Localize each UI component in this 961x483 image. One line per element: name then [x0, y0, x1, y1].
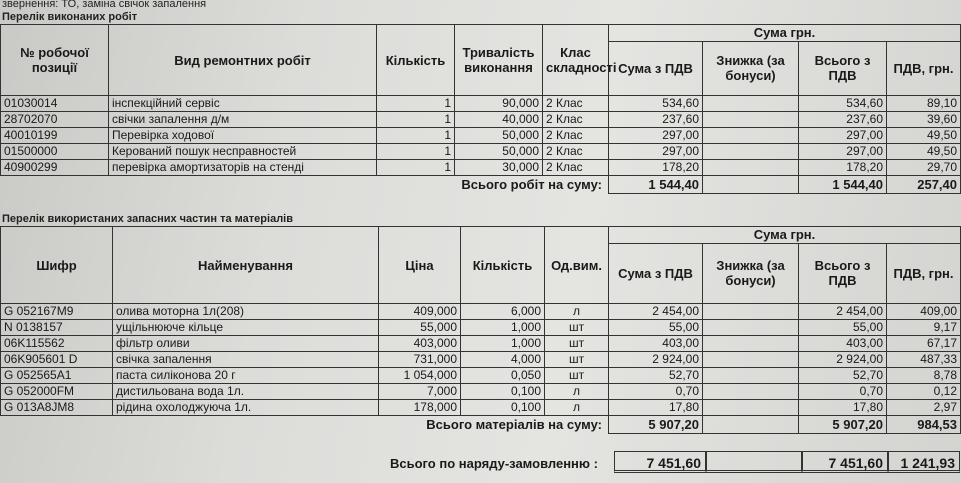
parts-cell-vat: 9,17 [887, 320, 961, 336]
works-cell-qty: 1 [377, 128, 455, 144]
works-cell-discount [703, 96, 799, 112]
col-work-duration: Тривалість виконання [455, 25, 543, 96]
col-part-unit: Од.вим. [545, 227, 609, 304]
col-part-code: Шифр [1, 227, 113, 304]
parts-row [1, 368, 961, 384]
parts-cell-unit: шт [545, 368, 609, 384]
parts-cell-qty: 0,050 [461, 368, 545, 384]
parts-cell-price: 7,000 [379, 384, 461, 400]
works-cell-code: 01030014 [1, 96, 109, 112]
works-cell-code: 40010199 [1, 128, 109, 144]
works-total-label: Всього робіт на суму: [461, 177, 602, 193]
works-cell-total-vat: 237,60 [799, 112, 887, 128]
grand-total [0, 448, 960, 478]
works-cell-vat: 49,50 [887, 128, 961, 144]
parts-cell-sum-vat: 0,70 [609, 384, 703, 400]
works-cell-name: перевірка амортизаторів на стенді [109, 160, 377, 176]
works-cell-sum-vat: 237,60 [609, 112, 703, 128]
col-work-code: № робочої позиції [1, 25, 109, 96]
parts-cell-code: G 052565A1 [1, 368, 113, 384]
col-part-price: Ціна [379, 227, 461, 304]
works-cell-vat: 39,60 [887, 112, 961, 128]
works-cell-qty: 1 [377, 144, 455, 160]
grand-total-total-vat: 7 451,60 [802, 451, 888, 473]
parts-cell-code: N 0138157 [1, 320, 113, 336]
parts-cell-code: 06K115562 [1, 336, 113, 352]
col-work-qty: Кількість [377, 25, 455, 96]
grand-total-label: Всього по наряду-замовленню : [390, 456, 598, 471]
parts-cell-name: олива моторна 1л(208) [113, 304, 379, 320]
parts-cell-discount [703, 336, 799, 352]
works-cell-duration: 30,000 [455, 160, 543, 176]
works-row [1, 144, 961, 160]
works-cell-sum-vat: 534,60 [609, 96, 703, 112]
works-total-vat: 257,40 [887, 176, 961, 194]
works-cell-vat: 89,10 [887, 96, 961, 112]
works-cell-qty: 1 [377, 112, 455, 128]
parts-row [1, 352, 961, 368]
parts-cell-name: свічка запалення [113, 352, 379, 368]
parts-cell-sum-vat: 52,70 [609, 368, 703, 384]
works-cell-duration: 50,000 [455, 144, 543, 160]
parts-cell-qty: 0,100 [461, 384, 545, 400]
works-cell-qty: 1 [377, 160, 455, 176]
works-cell-discount [703, 112, 799, 128]
works-cell-name: Перевірка ходової [109, 128, 377, 144]
col-work-discount: Знижка (за бонуси) [703, 41, 799, 95]
parts-section-title: Перелік використаних запасних частин та матеріалів [2, 213, 294, 225]
works-cell-qty: 1 [377, 96, 455, 112]
works-cell-name: свічки запалення д/м [109, 112, 377, 128]
works-cell-total-vat: 297,00 [799, 144, 887, 160]
parts-cell-total-vat: 55,00 [799, 320, 887, 336]
works-cell-discount [703, 144, 799, 160]
parts-cell-sum-vat: 2 924,00 [609, 352, 703, 368]
col-work-vat: ПДВ, грн. [887, 41, 961, 95]
works-total-discount [703, 176, 799, 194]
col-part-total-vat: Всього з ПДВ [799, 243, 887, 303]
parts-cell-sum-vat: 2 454,00 [609, 304, 703, 320]
parts-cell-qty: 1,000 [461, 336, 545, 352]
works-cell-duration: 50,000 [455, 128, 543, 144]
parts-cell-total-vat: 0,70 [799, 384, 887, 400]
parts-cell-name: паста силіконова 20 г [113, 368, 379, 384]
parts-cell-price: 1 054,000 [379, 368, 461, 384]
works-cell-name: Керований пошук несправностей [109, 144, 377, 160]
col-part-sum-vat: Сума з ПДВ [609, 243, 703, 303]
parts-cell-price: 403,000 [379, 336, 461, 352]
parts-total-discount [703, 416, 799, 434]
parts-row [1, 336, 961, 352]
works-cell-code: 01500000 [1, 144, 109, 160]
parts-cell-unit: л [545, 304, 609, 320]
works-cell-code: 40900299 [1, 160, 109, 176]
col-work-class: Клас складності [543, 25, 609, 96]
parts-cell-unit: л [545, 400, 609, 416]
works-cell-total-vat: 178,20 [799, 160, 887, 176]
parts-cell-discount [703, 384, 799, 400]
parts-cell-price: 178,000 [379, 400, 461, 416]
parts-cell-qty: 0,100 [461, 400, 545, 416]
works-row [1, 96, 961, 112]
parts-total-total-vat: 5 907,20 [799, 416, 887, 434]
parts-cell-vat: 487,33 [887, 352, 961, 368]
parts-cell-vat: 8,78 [887, 368, 961, 384]
works-cell-code: 28702070 [1, 112, 109, 128]
col-part-qty: Кількість [461, 227, 545, 304]
parts-cell-code: 06K905601 D [1, 352, 113, 368]
parts-cell-code: G 052000FM [1, 384, 113, 400]
parts-cell-unit: шт [545, 352, 609, 368]
parts-cell-sum-vat: 17,80 [609, 400, 703, 416]
parts-table [0, 226, 961, 434]
works-cell-name: інспекційний сервіс [109, 96, 377, 112]
parts-cell-vat: 409,00 [887, 304, 961, 320]
works-cell-total-vat: 297,00 [799, 128, 887, 144]
parts-cell-unit: шт [545, 336, 609, 352]
works-section-title: Перелік виконаних робіт [2, 11, 138, 23]
col-part-discount: Знижка (за бонуси) [703, 243, 799, 303]
col-work-sum-group: Сума грн. [609, 25, 961, 42]
works-cell-vat: 49,50 [887, 144, 961, 160]
works-cell-duration: 90,000 [455, 96, 543, 112]
parts-row [1, 400, 961, 416]
header-line: звернення: ТО, заміна свічок запалення [2, 0, 207, 10]
parts-cell-discount [703, 368, 799, 384]
grand-total-discount [706, 451, 802, 473]
works-total-total-vat: 1 544,40 [799, 176, 887, 194]
col-work-total-vat: Всього з ПДВ [799, 41, 887, 95]
col-part-sum-group: Сума грн. [609, 227, 961, 244]
parts-row [1, 320, 961, 336]
parts-row [1, 384, 961, 400]
works-cell-vat: 29,70 [887, 160, 961, 176]
parts-cell-sum-vat: 403,00 [609, 336, 703, 352]
parts-cell-total-vat: 403,00 [799, 336, 887, 352]
parts-cell-total-vat: 52,70 [799, 368, 887, 384]
parts-cell-total-vat: 17,80 [799, 400, 887, 416]
col-work-name: Вид ремонтних робіт [109, 25, 377, 96]
parts-total-vat: 984,53 [887, 416, 961, 434]
works-cell-total-vat: 534,60 [799, 96, 887, 112]
works-cell-class: 2 Клас [543, 96, 609, 112]
parts-cell-discount [703, 400, 799, 416]
works-row [1, 128, 961, 144]
parts-cell-discount [703, 304, 799, 320]
parts-cell-discount [703, 320, 799, 336]
works-row [1, 160, 961, 176]
parts-cell-vat: 67,17 [887, 336, 961, 352]
works-cell-duration: 40,000 [455, 112, 543, 128]
col-work-sum-vat: Сума з ПДВ [609, 41, 703, 95]
works-table [0, 24, 961, 194]
parts-cell-unit: л [545, 384, 609, 400]
works-cell-discount [703, 128, 799, 144]
works-row [1, 112, 961, 128]
parts-cell-name: ущільнююче кільце [113, 320, 379, 336]
parts-cell-code: G 052167M9 [1, 304, 113, 320]
parts-cell-unit: шт [545, 320, 609, 336]
works-cell-discount [703, 160, 799, 176]
grand-total-vat: 1 241,93 [888, 451, 960, 473]
parts-cell-name: фільтр оливи [113, 336, 379, 352]
parts-cell-discount [703, 352, 799, 368]
parts-cell-vat: 2,97 [887, 400, 961, 416]
parts-cell-total-vat: 2 924,00 [799, 352, 887, 368]
parts-total-label: Всього матеріалів на суму: [426, 417, 602, 433]
parts-cell-total-vat: 2 454,00 [799, 304, 887, 320]
parts-cell-code: G 013A8JM8 [1, 400, 113, 416]
works-cell-class: 2 Клас [543, 112, 609, 128]
works-cell-class: 2 Клас [543, 160, 609, 176]
col-part-name: Найменування [113, 227, 379, 304]
parts-cell-qty: 6,000 [461, 304, 545, 320]
works-total-sum-vat: 1 544,40 [609, 176, 703, 194]
parts-cell-name: рідина охолоджуюча 1л. [113, 400, 379, 416]
parts-cell-name: дистильована вода 1л. [113, 384, 379, 400]
col-part-vat: ПДВ, грн. [887, 243, 961, 303]
parts-cell-price: 55,000 [379, 320, 461, 336]
works-cell-sum-vat: 178,20 [609, 160, 703, 176]
parts-cell-vat: 0,12 [887, 384, 961, 400]
works-cell-class: 2 Клас [543, 144, 609, 160]
works-cell-class: 2 Клас [543, 128, 609, 144]
parts-total-sum-vat: 5 907,20 [609, 416, 703, 434]
grand-total-sum-vat: 7 451,60 [614, 451, 706, 473]
works-cell-sum-vat: 297,00 [609, 144, 703, 160]
parts-cell-sum-vat: 55,00 [609, 320, 703, 336]
parts-cell-price: 731,000 [379, 352, 461, 368]
parts-cell-qty: 1,000 [461, 320, 545, 336]
parts-row [1, 304, 961, 320]
parts-cell-price: 409,000 [379, 304, 461, 320]
parts-cell-qty: 4,000 [461, 352, 545, 368]
works-cell-sum-vat: 297,00 [609, 128, 703, 144]
